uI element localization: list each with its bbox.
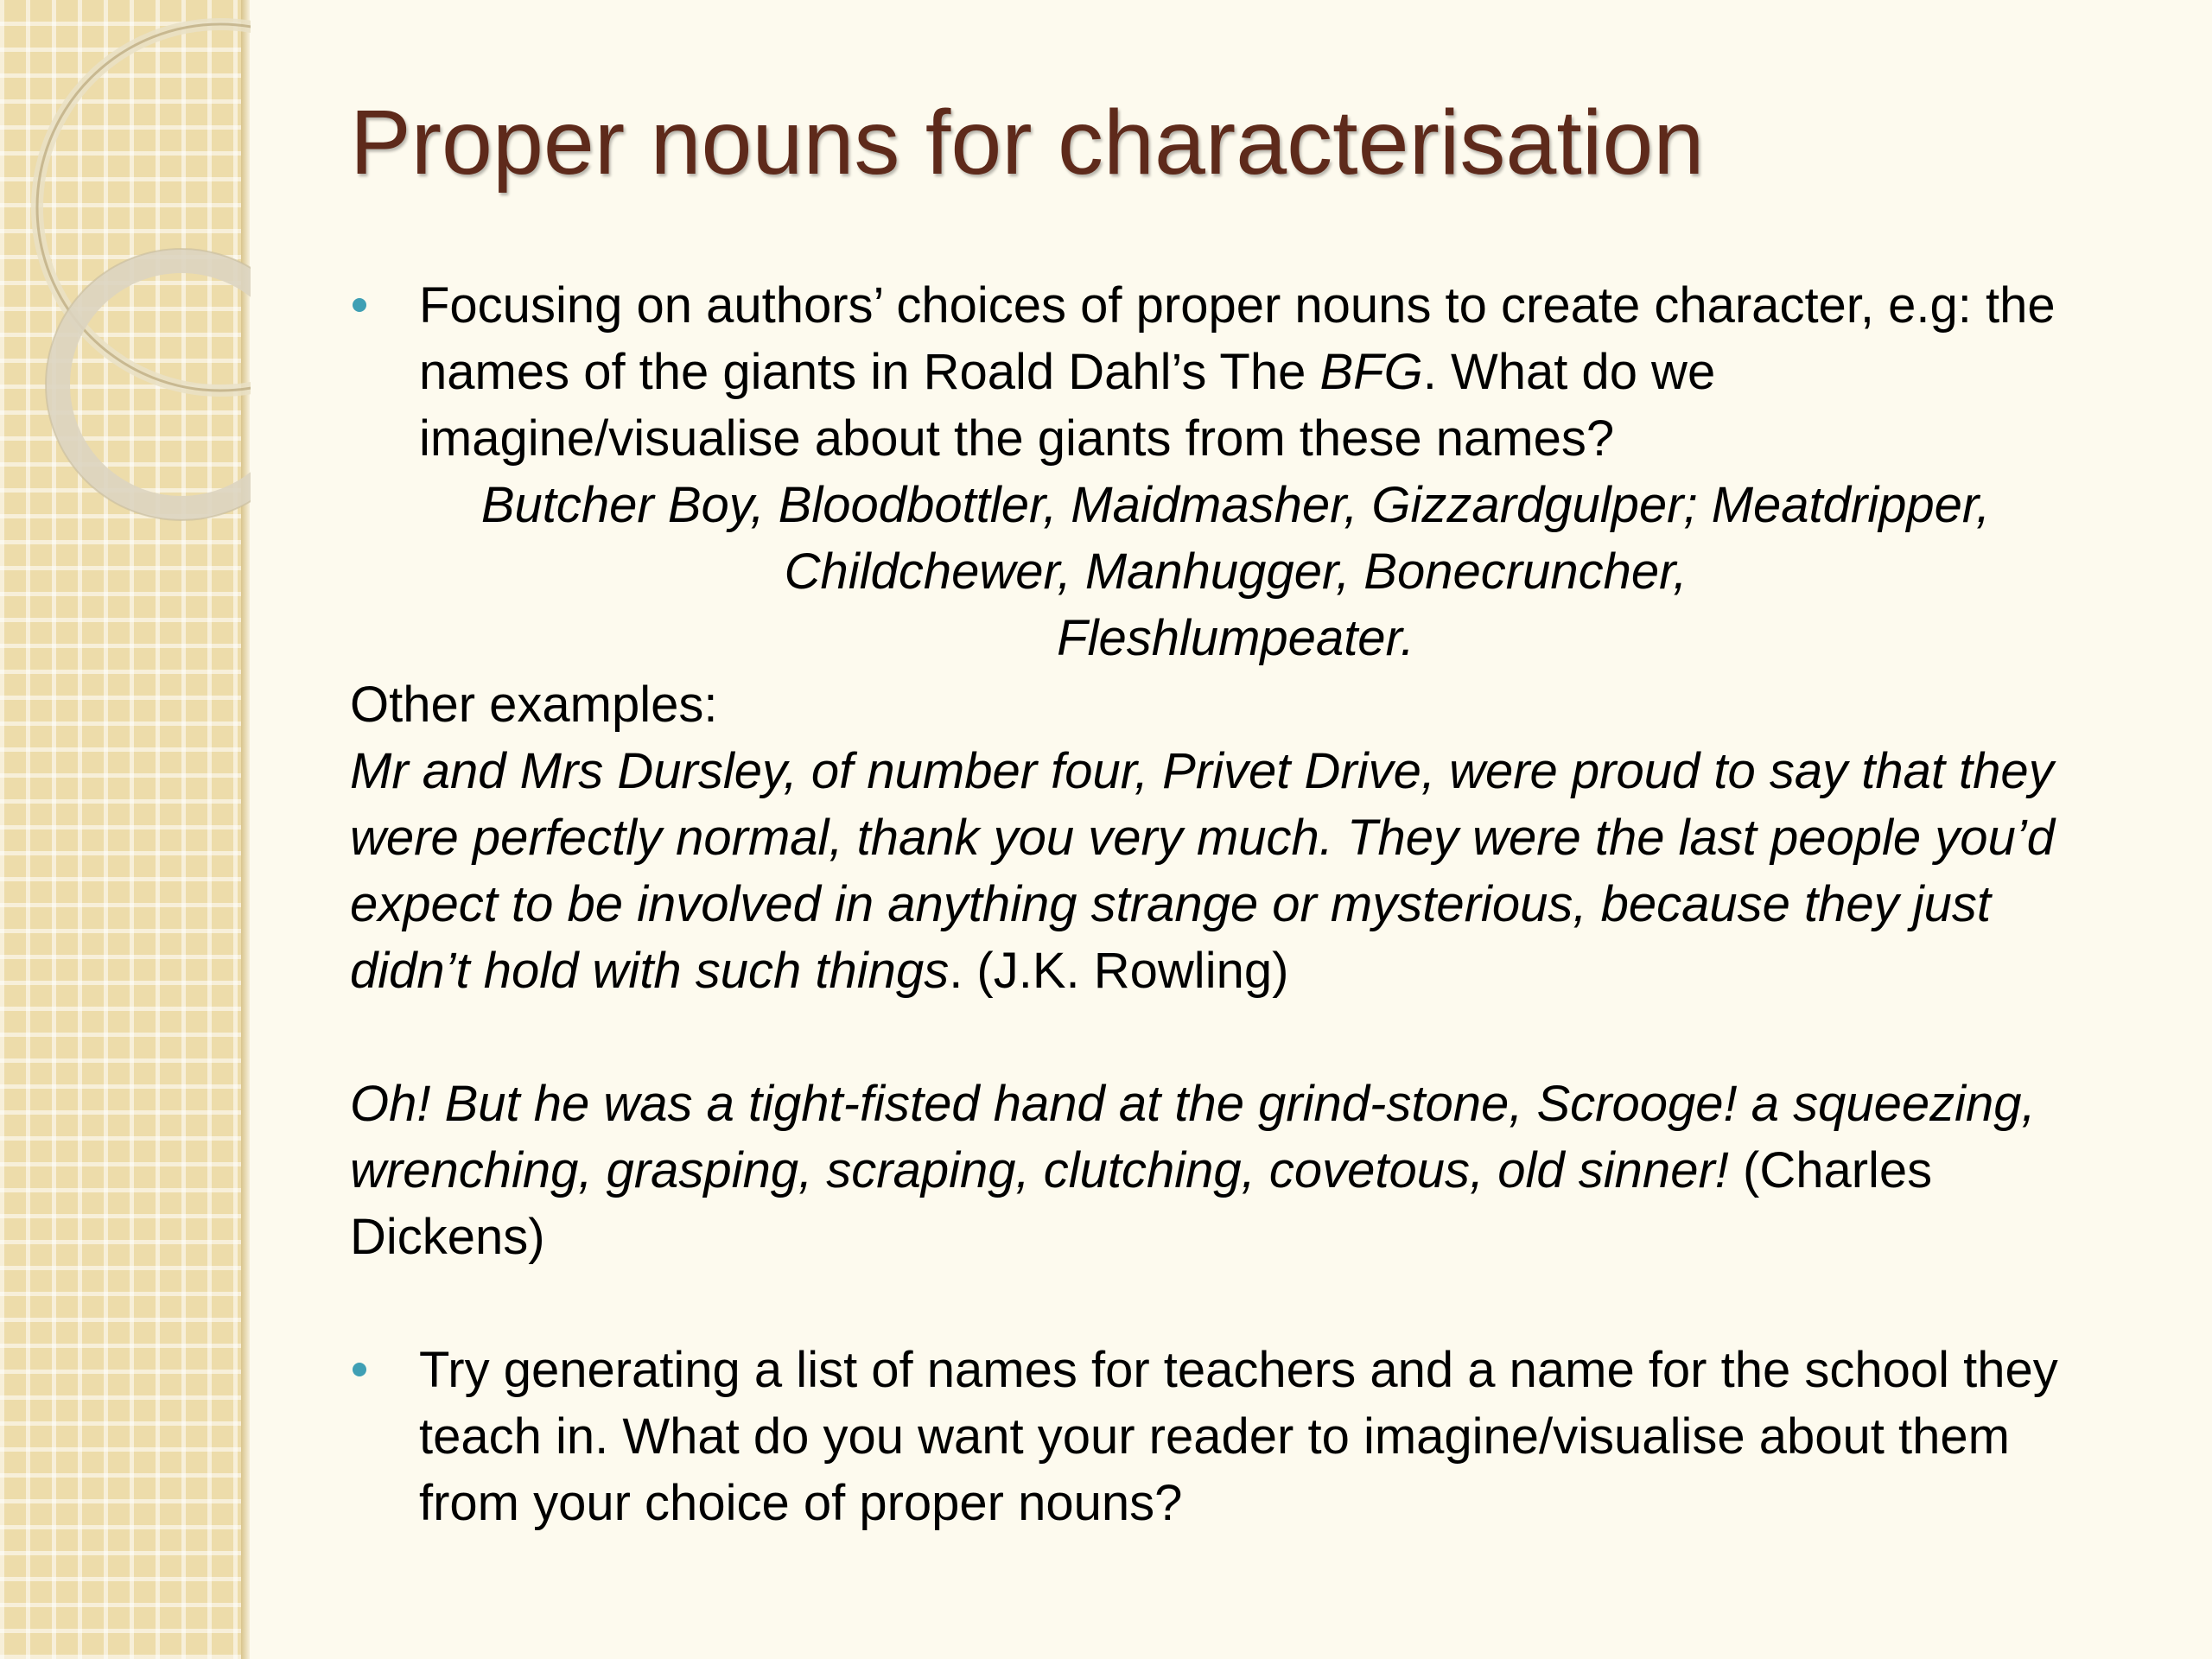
giant-names-line-3: Fleshlumpeater. xyxy=(1057,610,1414,666)
bullet1-text-b: . What do we imagine/visualise about the giants from these names? xyxy=(419,344,1716,467)
slide-title: Proper nouns for characterisation xyxy=(350,92,1705,194)
bullet-item-authors-choices xyxy=(350,272,2087,472)
dickens-quote-text: Oh! But he was a tight-fisted hand at the grind-stone, Scrooge! a squeezing, wrenching, grasping, scraping, clutching, covetous, old sinner! xyxy=(350,1076,2036,1198)
decorative-rings xyxy=(0,0,251,553)
dickens-attribution: (Charles Dickens) xyxy=(350,1142,1933,1265)
spacer xyxy=(350,1270,2087,1337)
bullet-dot-icon xyxy=(353,1363,366,1376)
bullet1-book-title: BFG xyxy=(1319,344,1423,400)
rowling-quote xyxy=(350,738,2087,1004)
giant-names-block xyxy=(385,472,2087,671)
bullet-item-try-generating xyxy=(350,1337,2087,1536)
other-examples-label: Other examples: xyxy=(350,677,718,733)
rowling-attribution: . (J.K. Rowling) xyxy=(949,943,1289,999)
bullet1-text-a: Focusing on authors’ choices of proper nouns to create character, e.g: the names of the giants in Roald Dahl’s The xyxy=(419,277,2056,400)
slide-body xyxy=(350,272,2087,1536)
dickens-quote xyxy=(350,1071,2087,1270)
giant-names-line-2: Childchewer, Manhugger, Bonecruncher, xyxy=(784,543,1688,600)
rowling-quote-text: Mr and Mrs Dursley, of number four, Privet Drive, were proud to say that they were perfectly normal, thank you very much. They were the last people you’d expect to be involved in anything strange or mysterious, because they just didn’t hold with such things xyxy=(350,743,2055,999)
spacer xyxy=(350,1004,2087,1071)
bullet2-text: Try generating a list of names for teachers and a name for the school they teach in. What do you want your reader to imagine/visualise about them from your choice of proper nouns? xyxy=(419,1342,2058,1531)
giant-names-line-1: Butcher Boy, Bloodbottler, Maidmasher, Gizzardgulper; Meatdripper, xyxy=(480,477,1991,533)
bullet-dot-icon xyxy=(353,298,366,312)
